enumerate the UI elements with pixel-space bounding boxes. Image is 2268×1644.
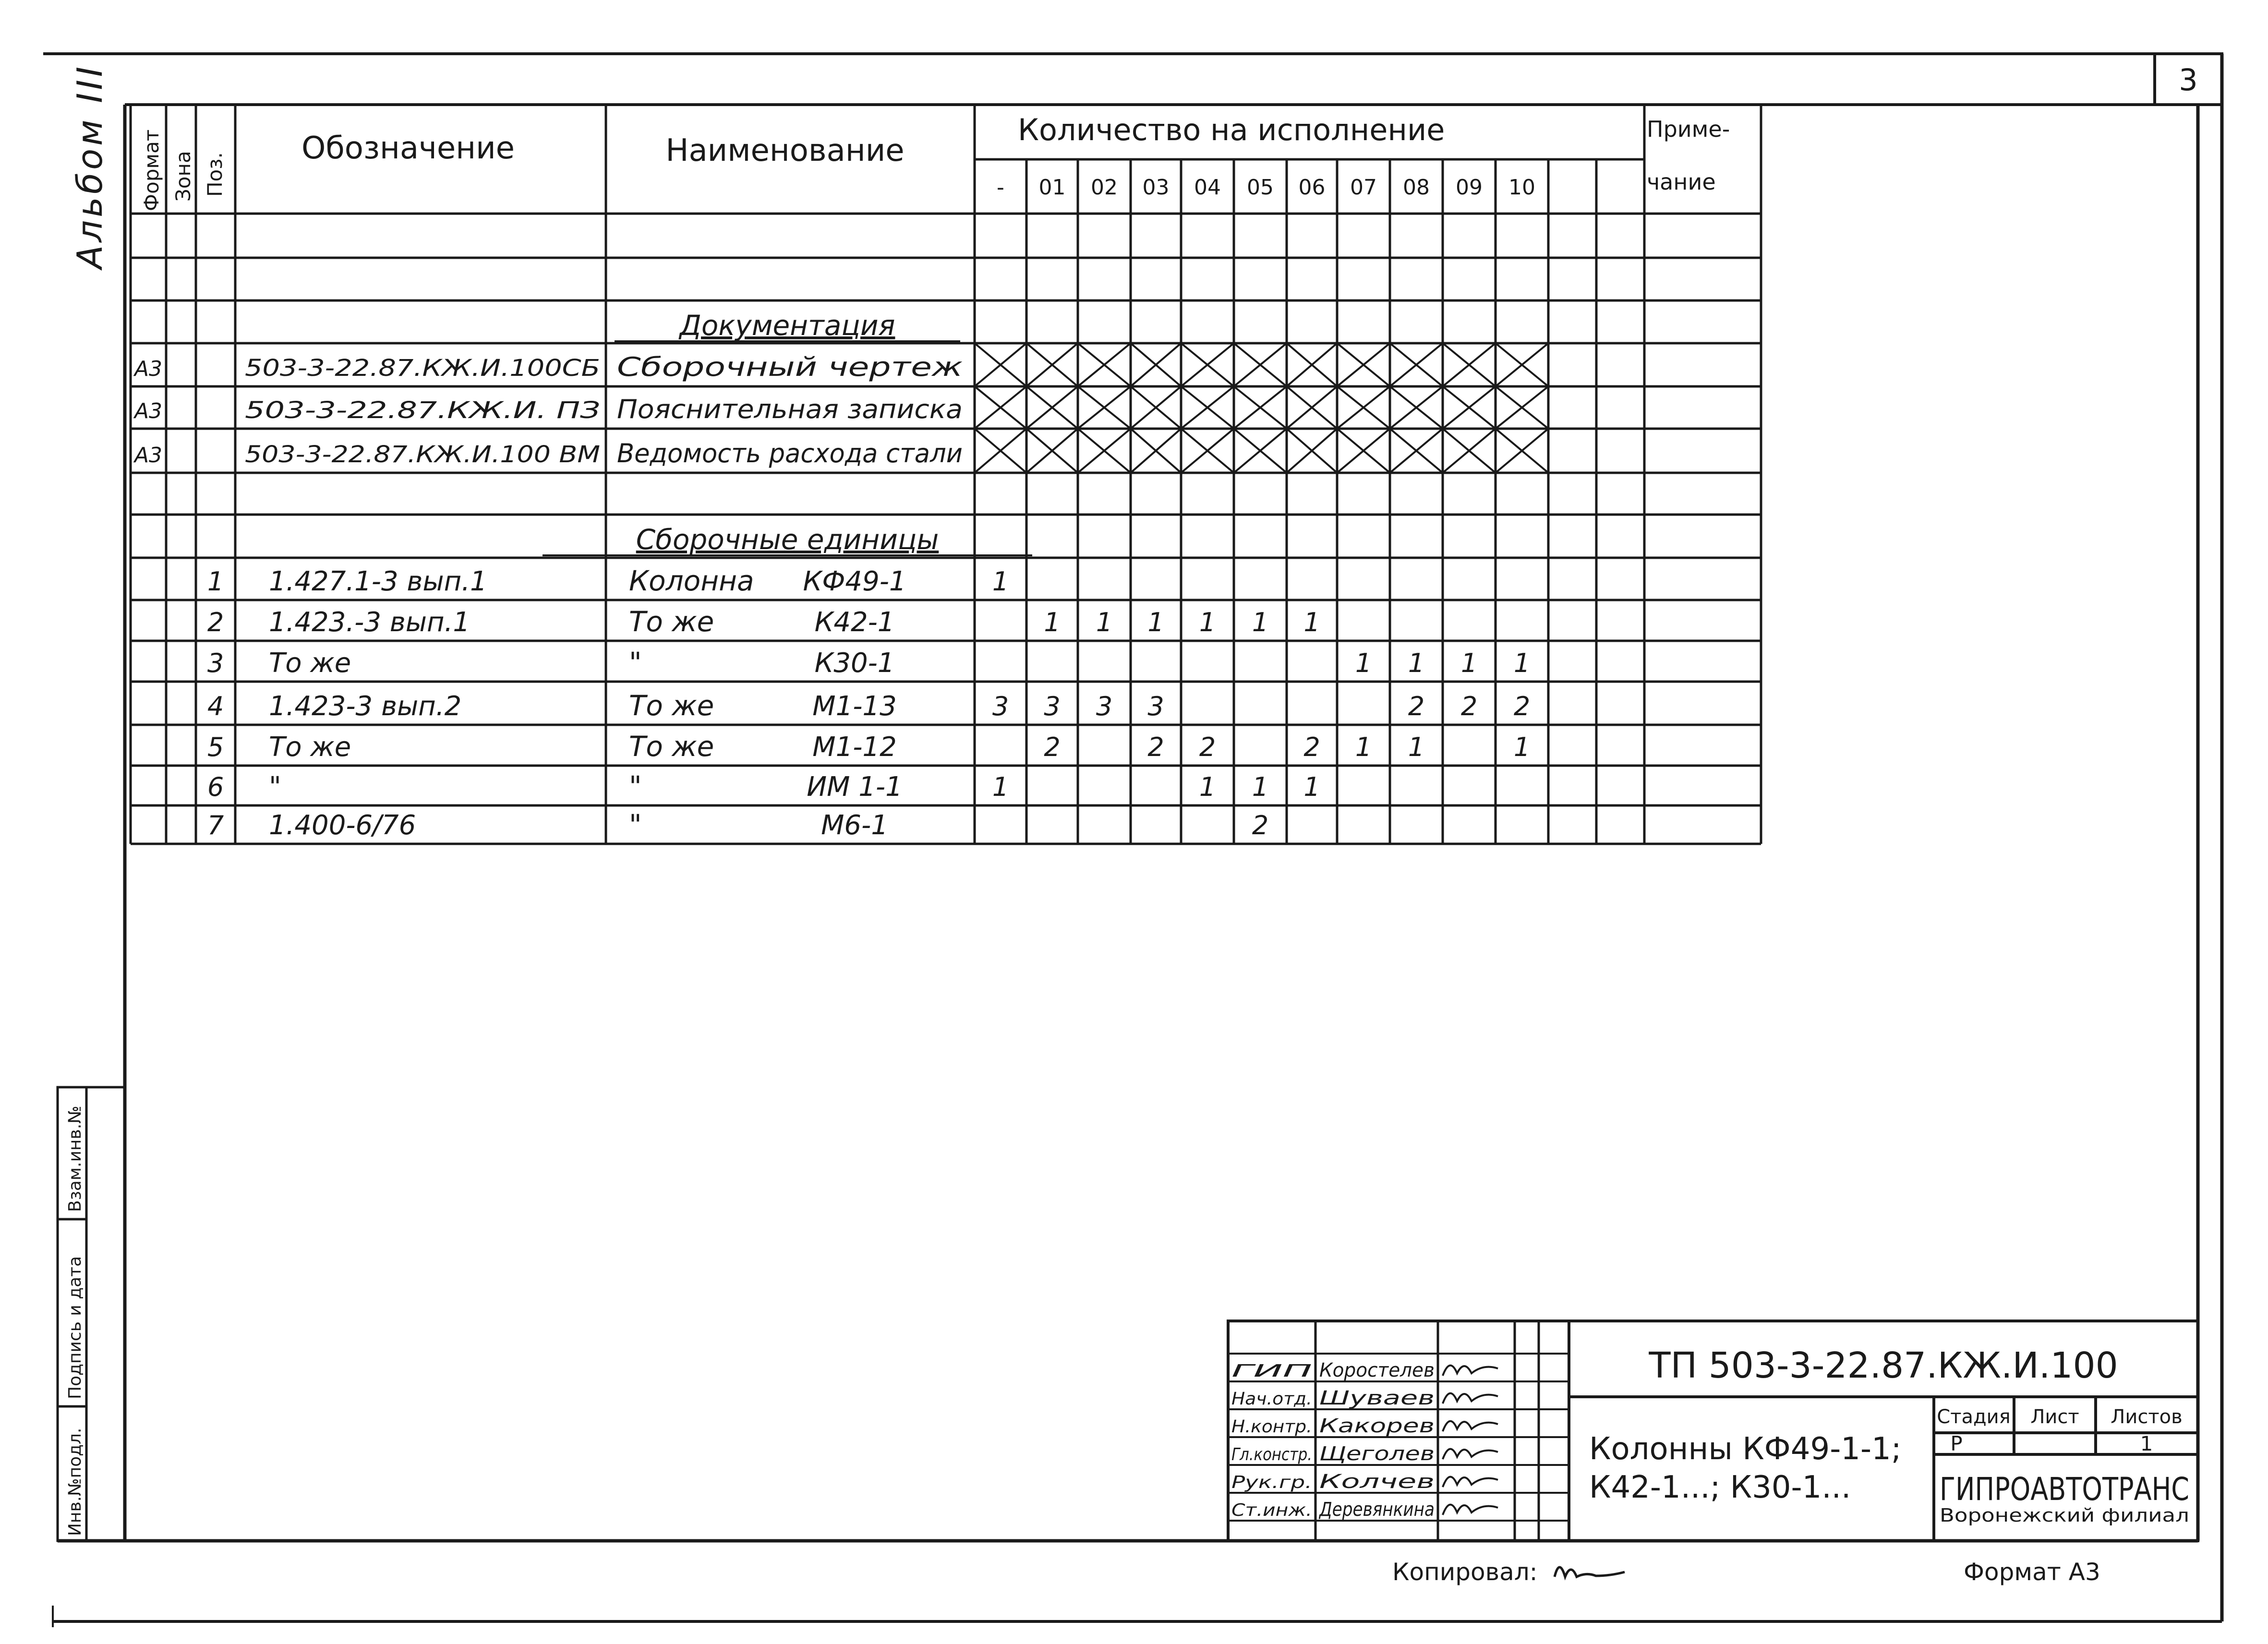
handwritten-signature [1443,1421,1498,1431]
item-quantity: 1 [1513,648,1531,678]
stage-value: Р [1950,1432,1963,1455]
section-title: Документация [679,309,895,342]
not-applicable-cross [1390,429,1443,473]
not-applicable-cross [1131,429,1181,473]
item-quantity: 1 [992,772,1009,802]
not-applicable-cross [1181,386,1234,429]
signature-name: Деревянкина [1318,1499,1435,1521]
item-position: 1 [207,566,224,597]
item-mark: КФ49-1 [803,566,906,597]
item-quantity: 1 [1303,772,1320,802]
item-quantity: 1 [1044,607,1061,637]
doc-format: А3 [134,357,163,381]
item-quantity: 1 [1408,648,1425,678]
variant-header: 06 [1298,175,1326,200]
header-quantity: Количество на исполнение [1018,112,1445,147]
item-mark: М1-12 [812,732,897,763]
organization-branch: Воронежский филиал [1940,1505,2189,1526]
variant-header: 10 [1508,175,1535,200]
organization-name: ГИПРОАВТОТРАНС [1940,1471,2189,1508]
doc-designation: 503-3-22.87.КЖ.И. ПЗ [245,397,600,424]
item-quantity: 2 [1044,732,1061,762]
not-applicable-cross [1287,343,1337,386]
header-designation: Обозначение [301,131,515,166]
doc-format: А3 [134,399,163,423]
not-applicable-cross [1026,386,1078,429]
item-name: То же [629,689,714,722]
item-name: То же [629,730,714,763]
not-applicable-cross [1337,386,1390,429]
not-applicable-cross [1026,343,1078,386]
stamp-inventory-original: Инв.№подл. [65,1428,85,1536]
item-row [207,605,1320,638]
doc-name: Пояснительная записка [617,394,963,424]
format-label: Формат А3 [1964,1558,2100,1586]
item-row [207,564,1009,597]
item-quantity: 1 [1252,772,1269,802]
header-name: Наименование [665,133,905,168]
signature-role: Рук.гр. [1231,1473,1312,1492]
item-designation: " [269,771,281,803]
doc-name: Ведомость расхода стали [617,438,963,468]
header-zone: Зона [171,151,195,202]
signature-name: Шуваев [1319,1387,1435,1409]
item-name: То же [629,605,714,638]
item-quantity: 2 [1147,732,1164,762]
handwritten-signature [1443,1505,1498,1515]
item-quantity: 1 [1408,732,1425,762]
item-name: " [629,646,642,679]
item-quantity: 1 [1147,607,1164,637]
item-quantity: 1 [992,566,1009,597]
item-quantity: 2 [1252,810,1269,840]
handwritten-signature [1443,1477,1498,1487]
item-name: " [629,770,642,803]
item-designation: 1.400-6/76 [269,810,416,841]
item-position: 6 [207,772,224,802]
item-quantity: 2 [1460,691,1478,721]
item-mark: М1-13 [812,691,897,722]
item-quantity: 3 [1044,691,1061,721]
variant-header: - [997,175,1004,200]
doc-name: Сборочный чертеж [617,352,963,382]
not-applicable-cross [1443,386,1496,429]
sheets-value: 1 [2140,1432,2153,1455]
item-quantity: 2 [1199,732,1216,762]
item-quantity: 2 [1408,691,1425,721]
variant-header: 02 [1091,175,1118,200]
sheet-number: 3 [2179,62,2198,97]
item-quantity: 1 [1355,732,1372,762]
item-row [207,770,1320,803]
handwritten-signature [1443,1366,1498,1376]
item-quantity: 3 [1147,691,1164,721]
item-quantity: 1 [1252,607,1269,637]
item-name: " [629,808,642,841]
item-quantity: 1 [1303,607,1320,637]
item-quantity: 3 [992,691,1009,721]
item-quantity: 1 [1096,607,1113,637]
item-quantity: 2 [1513,691,1531,721]
item-designation: 1.423.-3 вып.1 [269,607,470,638]
not-applicable-cross [1234,429,1287,473]
item-quantity: 1 [1199,607,1216,637]
item-mark: К42-1 [814,607,895,638]
stage-label: Стадия [1937,1406,2011,1428]
variant-header: 09 [1456,175,1483,200]
not-applicable-cross [1443,343,1496,386]
item-designation: То же [269,732,351,763]
document-title-line2: К42-1...; К30-1... [1589,1470,1851,1505]
not-applicable-cross [1234,343,1287,386]
not-applicable-cross [1026,429,1078,473]
section-titles [543,309,1032,556]
not-applicable-cross [1078,429,1131,473]
item-position: 7 [207,810,224,840]
table-header [140,112,1730,211]
not-applicable-cross [1234,386,1287,429]
header-note-line1: Приме- [1647,116,1730,142]
variant-header: 05 [1247,175,1274,200]
item-mark: К30-1 [814,648,895,679]
item-quantity: 1 [1513,732,1531,762]
item-quantity: 3 [1096,691,1113,721]
variant-header: 04 [1194,175,1221,200]
document-code: ТП 503-3-22.87.КЖ.И.100 [1649,1345,2118,1386]
item-row [207,730,1530,763]
not-applicable-cross [1078,343,1131,386]
not-applicable-cross [1496,343,1548,386]
signature-role: Ст.инж. [1231,1500,1312,1520]
signature-name: Щеголев [1319,1443,1435,1465]
item-position: 2 [207,607,224,637]
item-position: 5 [207,732,224,762]
header-format: Формат [140,129,163,211]
section-title: Сборочные единицы [636,523,939,556]
document-title-line1: Колонны КФ49-1-1; [1589,1431,1902,1467]
item-position: 4 [207,691,224,721]
item-row [207,646,1530,679]
signature-name: Коростелев [1319,1359,1435,1381]
title-block-signature-rows [1228,1354,1569,1521]
not-applicable-cross [975,429,1026,473]
signature-role: Гл.констр. [1231,1445,1312,1464]
doc-designation: 503-3-22.87.КЖ.И.100СБ [245,355,600,382]
not-applicable-cross [1443,429,1496,473]
item-quantity: 1 [1355,648,1372,678]
doc-format: А3 [134,443,163,468]
not-applicable-cross [1496,429,1548,473]
handwritten-signature [1443,1449,1498,1459]
variant-header: 08 [1403,175,1430,200]
signature-role: Нач.отд. [1231,1389,1312,1409]
stamp-replacement-inventory: Взам.инв.№ [65,1105,85,1212]
signature-name: Колчев [1319,1471,1435,1493]
sheet-label: Лист [2030,1406,2079,1428]
not-applicable-cross [1390,343,1443,386]
header-note-line2: чание [1647,169,1716,195]
not-applicable-cross [1131,386,1181,429]
not-applicable-cross [1181,343,1234,386]
handwritten-signature [1443,1393,1498,1404]
signature-role: ГИП [1231,1361,1312,1381]
item-position: 3 [207,648,224,678]
item-designation: 1.423-3 вып.2 [269,691,462,722]
item-designation: 1.427.1-3 вып.1 [269,566,487,597]
stamp-signature-date: Подпись и дата [65,1256,85,1399]
not-applicable-cross [975,386,1026,429]
sheets-label: Листов [2111,1406,2183,1428]
signature-role: Н.контр. [1231,1417,1312,1437]
assembly-unit-rows [207,564,1530,841]
not-applicable-cross [1181,429,1234,473]
copier-signature [1555,1567,1625,1577]
item-row [207,808,1268,841]
item-name: Колонна [629,564,754,597]
not-applicable-cross [1131,343,1181,386]
copied-by-label: Копировал: [1392,1558,1538,1586]
not-applicable-cross [975,343,1026,386]
item-mark: М6-1 [821,810,888,841]
variant-header: 01 [1038,175,1066,200]
album-label: Альбом III [70,63,110,269]
item-row [207,689,1530,722]
variant-header: 07 [1350,175,1377,200]
item-mark: ИМ 1-1 [807,771,903,803]
not-applicable-cross [1287,429,1337,473]
not-applicable-cross [1337,429,1390,473]
item-designation: То же [269,648,351,679]
not-applicable-cross [1337,343,1390,386]
not-applicable-cross [1390,386,1443,429]
doc-designation: 503-3-22.87.КЖ.И.100 ВМ [245,441,600,468]
not-applicable-cross [1287,386,1337,429]
header-position: Поз. [203,152,227,197]
item-quantity: 2 [1303,732,1320,762]
not-applicable-cross [1496,386,1548,429]
item-quantity: 1 [1199,772,1216,802]
item-quantity: 1 [1460,648,1478,678]
variant-header: 03 [1142,175,1170,200]
not-applicable-cross [1078,386,1131,429]
signature-name: Какорев [1319,1415,1435,1437]
